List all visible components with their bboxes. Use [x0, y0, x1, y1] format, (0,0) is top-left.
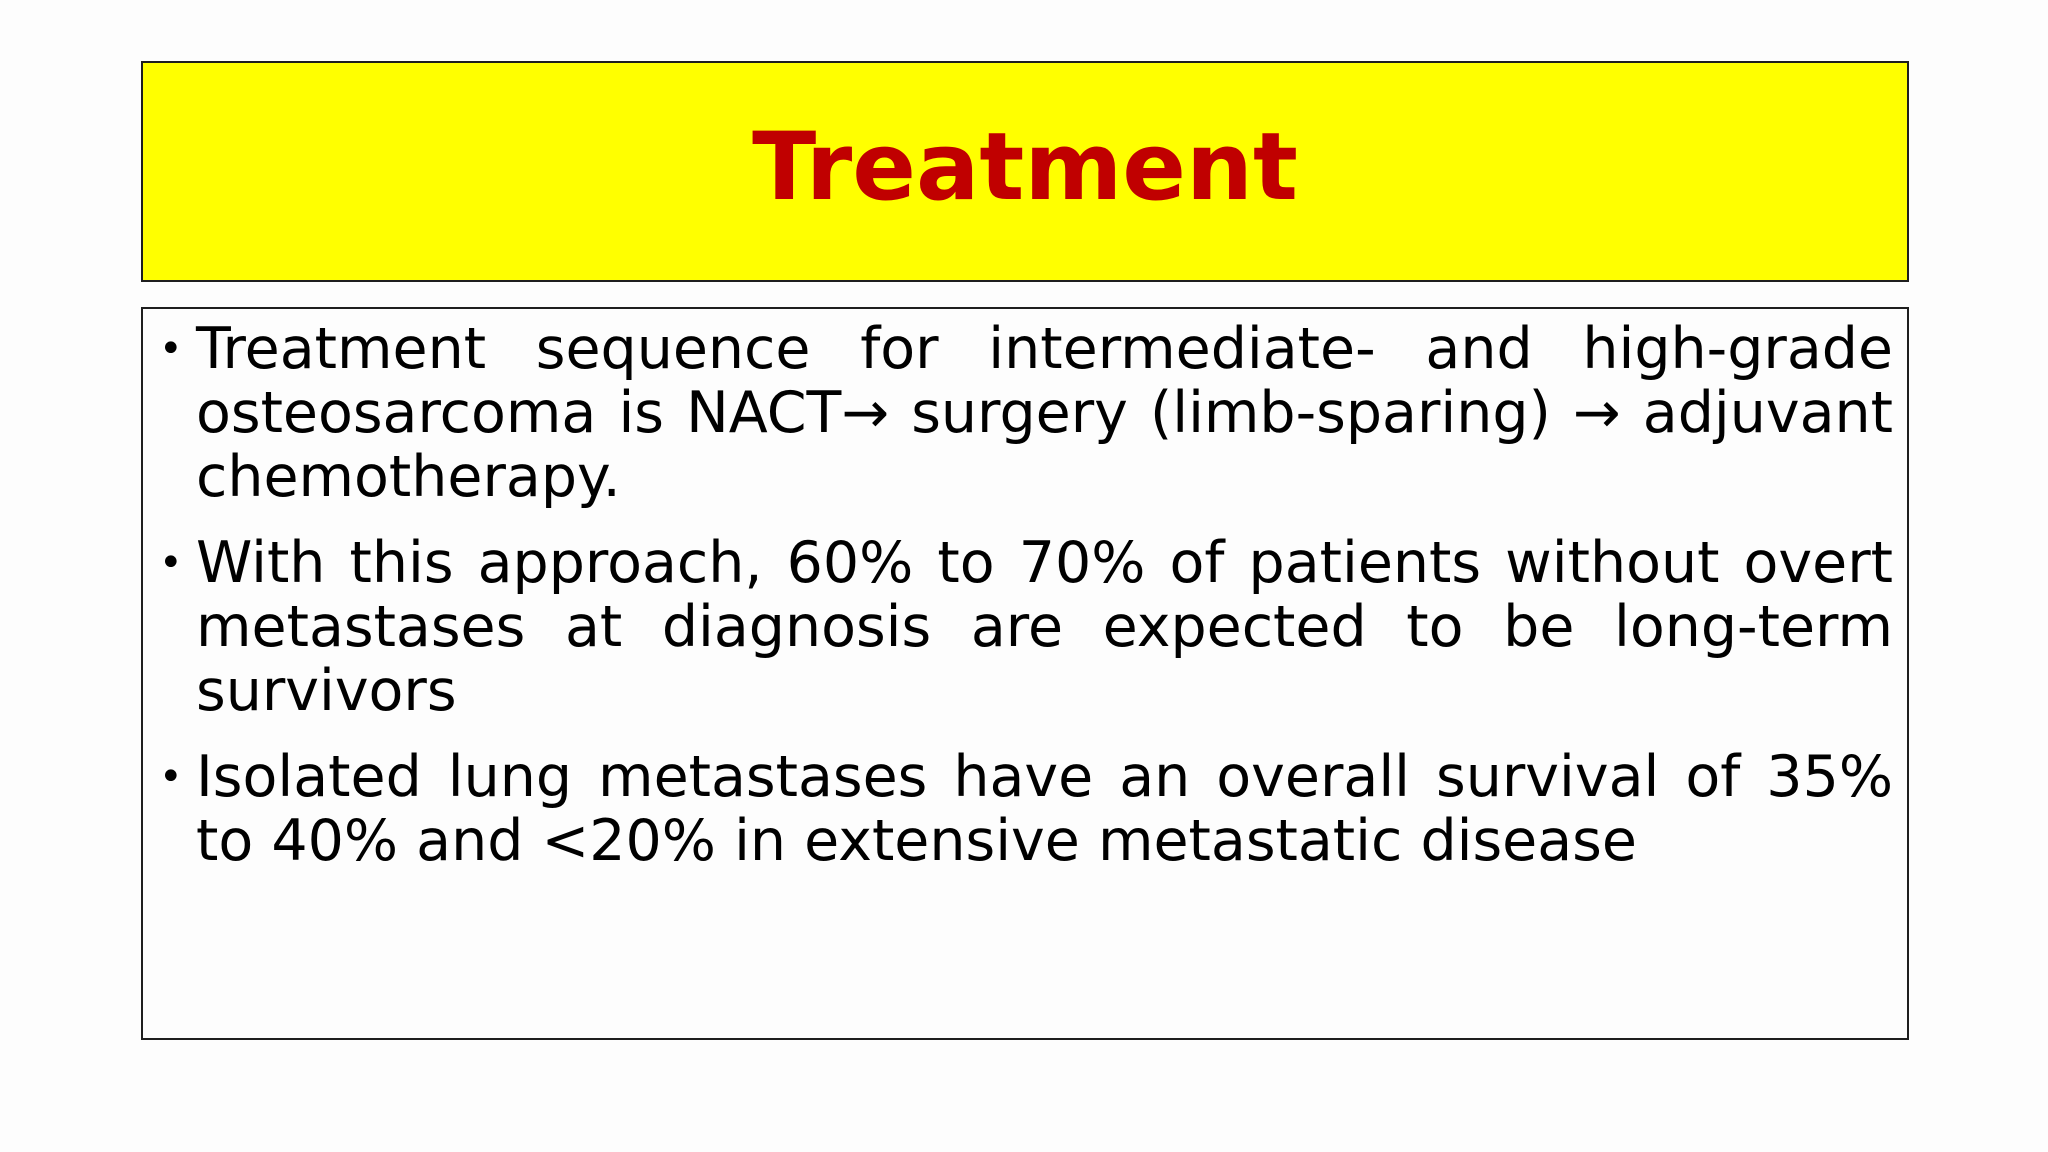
title-box	[141, 61, 1909, 282]
bullet-point-icon: •	[159, 540, 183, 586]
bullet-item-survival-rate	[159, 531, 1893, 723]
content-box	[141, 307, 1909, 1040]
bullet-text: Isolated lung metastases have an overall survival of 35% to 40% and <20% in extensive metastatic disease	[196, 744, 1893, 874]
bullet-text: With this approach, 60% to 70% of patients without overt metastases at diagnosis are expected to be long-term survivors	[196, 530, 1893, 724]
bullet-point-icon: •	[159, 326, 183, 372]
bullet-item-treatment-sequence	[159, 317, 1893, 509]
bullet-item-lung-metastases	[159, 745, 1893, 873]
slide-title: Treatment	[752, 113, 1298, 222]
bullet-list	[159, 317, 1893, 895]
bullet-point-icon: •	[159, 754, 183, 800]
bullet-text: Treatment sequence for intermediate- and high-grade osteosarcoma is NACT→ surgery (limb-sparing) → adjuvant chemotherapy.	[196, 316, 1893, 510]
